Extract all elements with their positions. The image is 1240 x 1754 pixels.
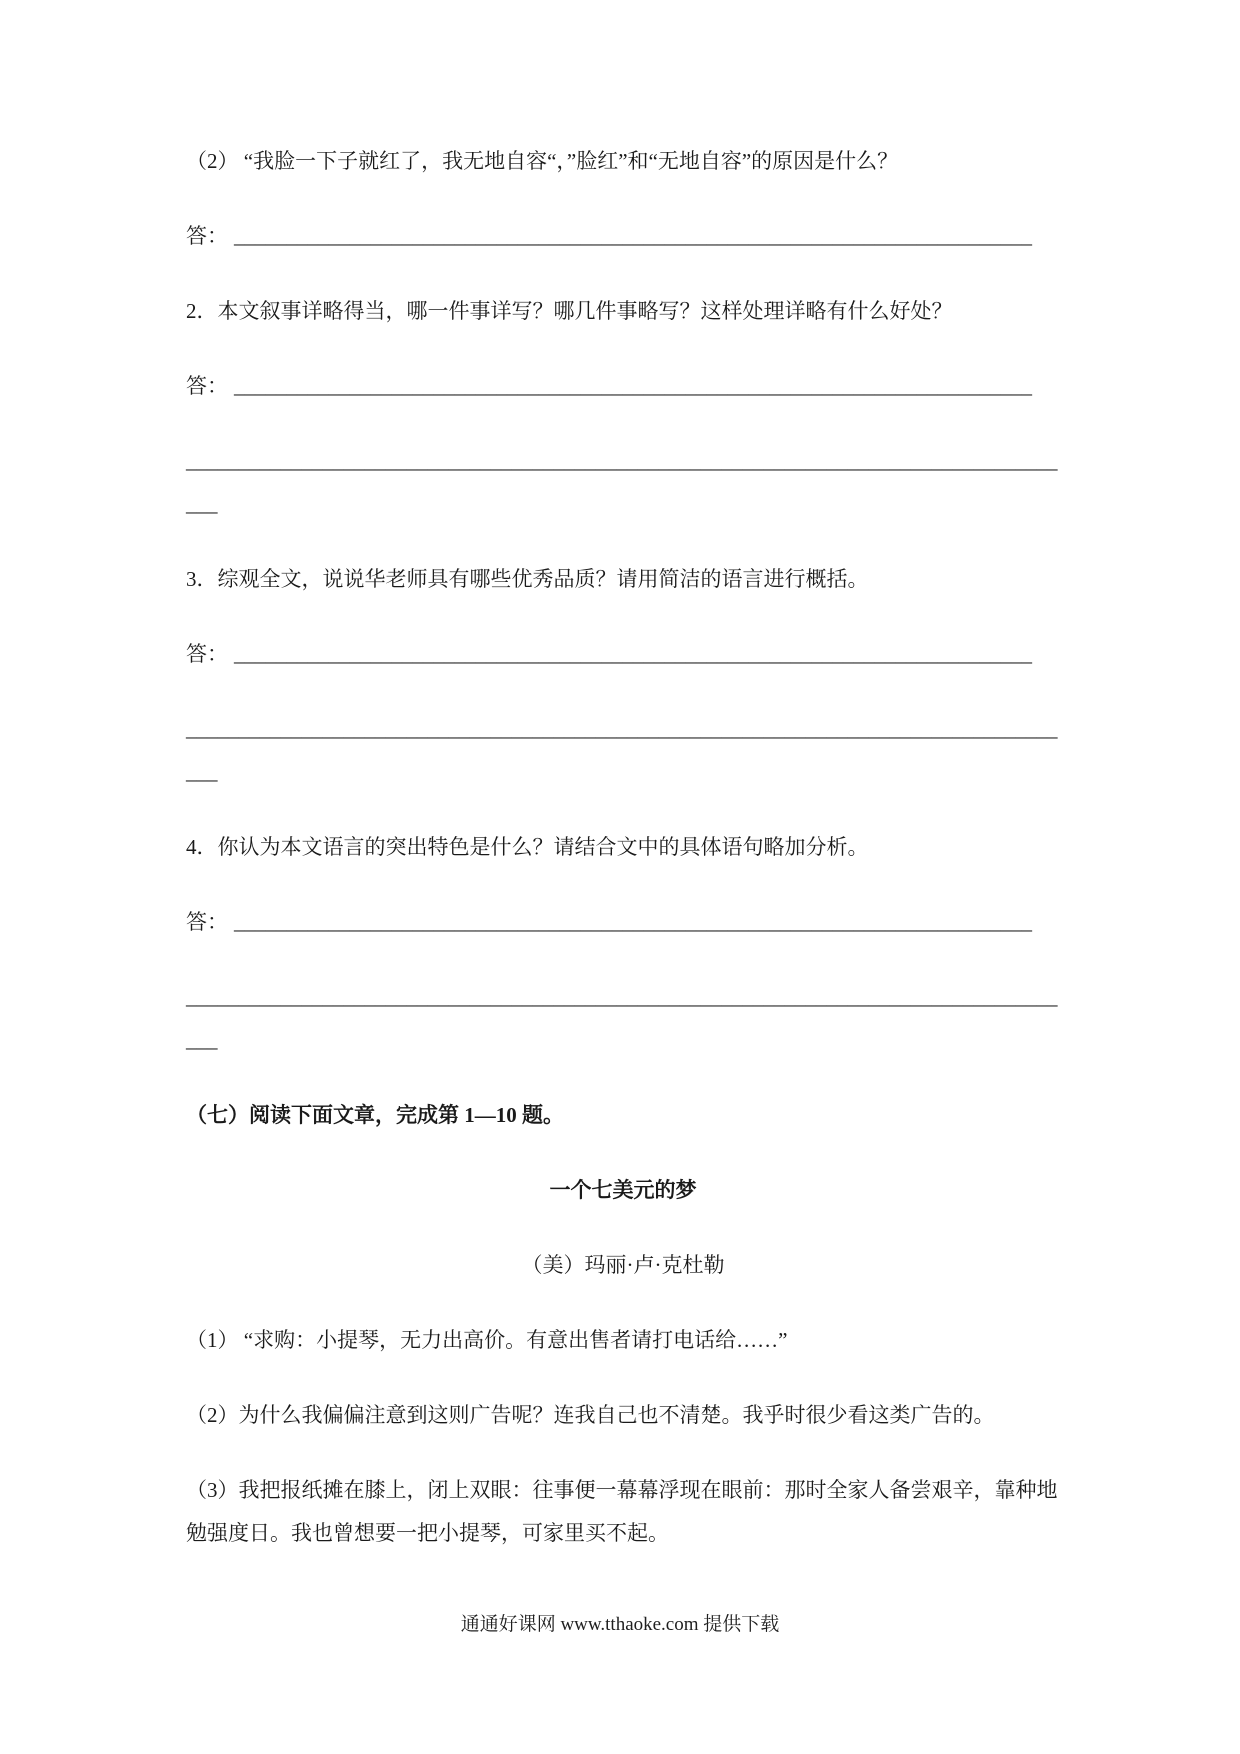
answer-prefix: 答： bbox=[186, 224, 228, 248]
answer-continuation-line-q4: ___________________________________________________________________________________ bbox=[186, 985, 1058, 1009]
article-paragraph-1: （1） “求购：小提琴，无力出高价。有意出售者请打电话给……” bbox=[186, 1328, 788, 1352]
section-7-heading: （七）阅读下面文章，完成第 1—10 题。 bbox=[186, 1103, 564, 1127]
answer-short-line-q3: ___ bbox=[186, 760, 218, 784]
answer-underscore-line: ____________________________________________________________________________ bbox=[234, 642, 1032, 666]
answer-blank-q2-followup bbox=[186, 215, 1060, 258]
answer-prefix: 答： bbox=[186, 374, 228, 398]
answer-prefix: 答： bbox=[186, 910, 228, 934]
article-author: （美）玛丽·卢·克杜勒 bbox=[521, 1253, 725, 1277]
question-2: 2．本文叙事详略得当，哪一件事详写？哪几件事略写？这样处理详略有什么好处？ bbox=[186, 299, 953, 323]
answer-short-line-q4: ___ bbox=[186, 1028, 218, 1052]
article-paragraph-2: （2）为什么我偏偏注意到这则广告呢？连我自己也不清楚。我乎时很少看这类广告的。 bbox=[186, 1403, 995, 1427]
answer-underscore-line: ____________________________________________________________________________ bbox=[234, 910, 1032, 934]
answer-underscore-line: ____________________________________________________________________________ bbox=[234, 224, 1032, 248]
answer-blank-q2 bbox=[186, 365, 1060, 408]
question-2-followup: （2） “我脸一下子就红了，我无地自容“，”脸红”和“无地自容”的原因是什么？ bbox=[186, 149, 899, 173]
answer-blank-q4 bbox=[186, 901, 1060, 944]
article-title: 一个七美元的梦 bbox=[549, 1178, 697, 1202]
answer-short-line-q2: ___ bbox=[186, 492, 218, 516]
question-4: 4．你认为本文语言的突出特色是什么？请结合文中的具体语句略加分析。 bbox=[186, 835, 869, 859]
page-footer-watermark: 通通好课网 www.tthaoke.com 提供下载 bbox=[460, 1614, 780, 1635]
article-paragraph-3: （3）我把报纸摊在膝上，闭上双眼：往事便一幕幕浮现在眼前：那时全家人备尝艰辛，靠种地勉强度日。我也曾想要一把小提琴，可家里买不起。 bbox=[186, 1478, 1058, 1545]
answer-blank-q3 bbox=[186, 633, 1060, 676]
answer-prefix: 答： bbox=[186, 642, 228, 666]
answer-continuation-line-q2: ___________________________________________________________________________________ bbox=[186, 449, 1058, 473]
question-3: 3．综观全文，说说华老师具有哪些优秀品质？请用简洁的语言进行概括。 bbox=[186, 567, 869, 591]
answer-continuation-line-q3: ___________________________________________________________________________________ bbox=[186, 717, 1058, 741]
answer-underscore-line: ____________________________________________________________________________ bbox=[234, 374, 1032, 398]
